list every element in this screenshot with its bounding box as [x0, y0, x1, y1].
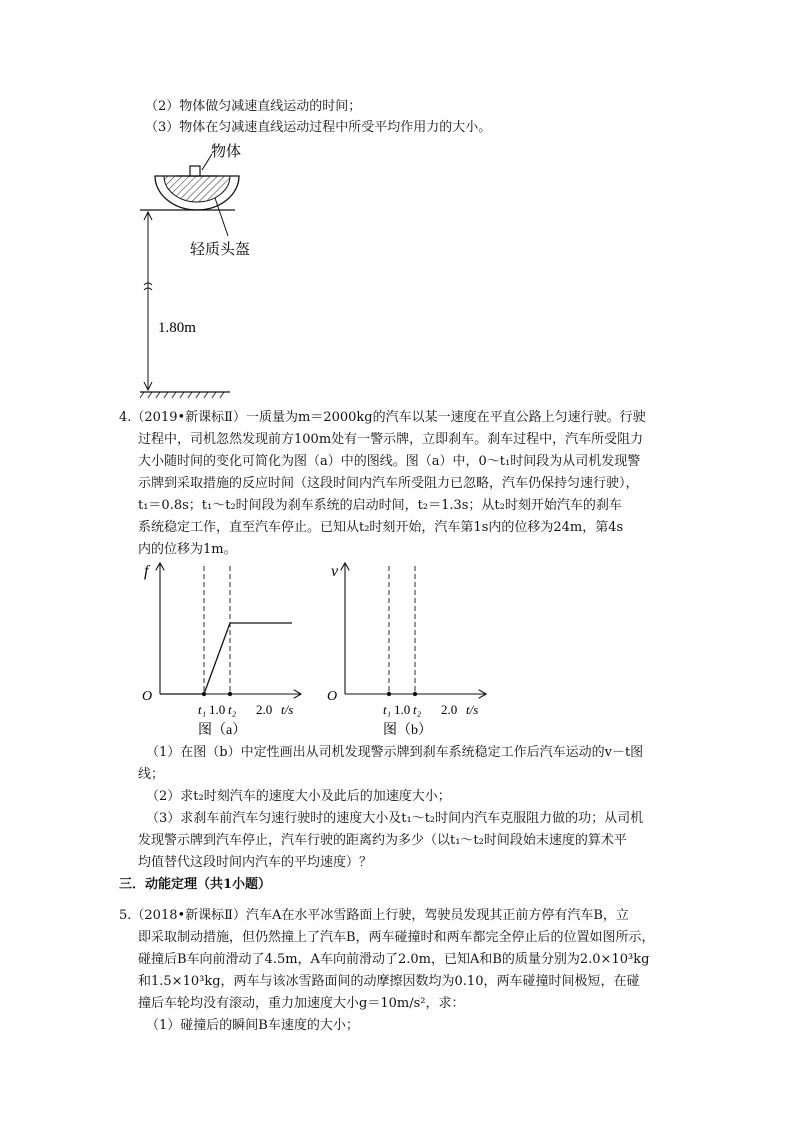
- helmet-figure: [140, 140, 300, 400]
- section-heading: 三．动能定理（共1小题）: [119, 877, 272, 892]
- q5-line-3: 碰撞后B车向前滑动了4.5m，A车向前滑动了2.0m，已知A和B的质量分别为2.0×10³kg: [138, 952, 650, 967]
- q5-line-5: 撞后车轮均没有滚动，重力加速度大小g＝10m/s²，求：: [138, 996, 465, 1011]
- q4-sub-line-4: （3）求刹车前汽车匀速行驶时的速度大小及t₁～t₂时间内汽车克服阻力做的功；从司机: [146, 811, 644, 826]
- q4-sub-line-3: （2）求t₂时刻汽车的速度大小及此后的加速度大小；: [146, 789, 451, 804]
- caption-b: 图（b）: [383, 723, 432, 738]
- x-axis-label: t/s: [466, 702, 479, 717]
- q5-line-1: 5.（2018•新课标Ⅱ）汽车A在水平冰雪路面上行驶，驾驶员发现其正前方停有汽车B，立: [119, 908, 629, 923]
- y-axis-label: f: [144, 563, 149, 580]
- graph-a: [138, 560, 308, 740]
- q4-sub-line-5: 发现警示牌到汽车停止，汽车行驶的距离约为多少（以t₁～t₂时间段始末速度的算术平: [138, 833, 627, 848]
- q4-line-7: 内的位移为1m。: [138, 542, 237, 557]
- q4-sub-line-1: （1）在图（b）中定性画出从司机发现警示牌到刹车系统稳定工作后汽车运动的v－t图: [146, 745, 644, 760]
- q4-line-1: 4.（2019•新课标Ⅱ）一质量为m＝2000kg的汽车以某一速度在平直公路上匀速行驶。行驶: [119, 410, 646, 425]
- t1-label: t₁: [198, 702, 207, 717]
- helmet-label: 轻质头盔: [190, 242, 251, 258]
- q5-line-2: 即采取制动措施，但仍然撞上了汽车B，两车碰撞时和两车都完全停止后的位置如图所示，: [138, 930, 655, 945]
- origin-label: O: [327, 689, 338, 704]
- object-shape: [190, 166, 200, 176]
- object-label: 物体: [211, 144, 242, 160]
- q4-line-2: 过程中，司机忽然发现前方100m处有一警示牌，立即刹车。刹车过程中，汽车所受阻力: [138, 432, 644, 447]
- y-axis-label: v: [331, 563, 339, 580]
- graph-b: [323, 560, 493, 740]
- origin-label: O: [142, 689, 153, 704]
- q4-line-4: 示牌到采取措施的反应时间（这段时间内汽车所受阻力已忽略，汽车仍保持匀速行驶），: [138, 476, 639, 491]
- q4-sub-line-2: 线；: [138, 767, 165, 782]
- q4-line-5: t₁＝0.8s；t₁～t₂时间段为刹车系统的启动时间，t₂＝1.3s；从t₂时刻开始汽车的刹车: [138, 498, 622, 513]
- tick-2: 2.0: [256, 702, 273, 717]
- q3-sub3: （3）物体在匀减速直线运动过程中所受平均作用力的大小。: [145, 120, 492, 135]
- tick-2: 2.0: [441, 702, 458, 717]
- q5-line-4: 和1.5×10³kg，两车与该冰雪路面间的动摩擦因数均为0.10，两车碰撞时间极短，在碰: [138, 974, 640, 989]
- caption-a: 图（a）: [198, 723, 247, 738]
- height-label: 1.80m: [158, 320, 196, 336]
- q4-line-6: 系统稳定工作，直至汽车停止。已知从t₂时刻开始，汽车第1s内的位移为24m，第4s: [138, 520, 624, 535]
- tick-1: 1.0: [209, 702, 226, 717]
- tick-1: 1.0: [394, 702, 411, 717]
- q4-sub-line-6: 均值替代这段时间内汽车的平均速度）？: [138, 855, 373, 870]
- q5-line-6: （1）碰撞后的瞬间B车速度的大小；: [146, 1018, 359, 1033]
- x-axis-label: t/s: [281, 702, 294, 717]
- t2-label: t₂: [228, 702, 237, 717]
- q3-sub2: （2）物体做匀减速直线运动的时间；: [145, 99, 362, 114]
- f-t-line: [160, 623, 292, 694]
- t1-label: t₁: [383, 702, 392, 717]
- t2-label: t₂: [413, 702, 422, 717]
- q4-line-3: 大小随时间的变化可简化为图（a）中的图线。图（a）中，0～t₁时间段为从司机发现警: [138, 454, 641, 469]
